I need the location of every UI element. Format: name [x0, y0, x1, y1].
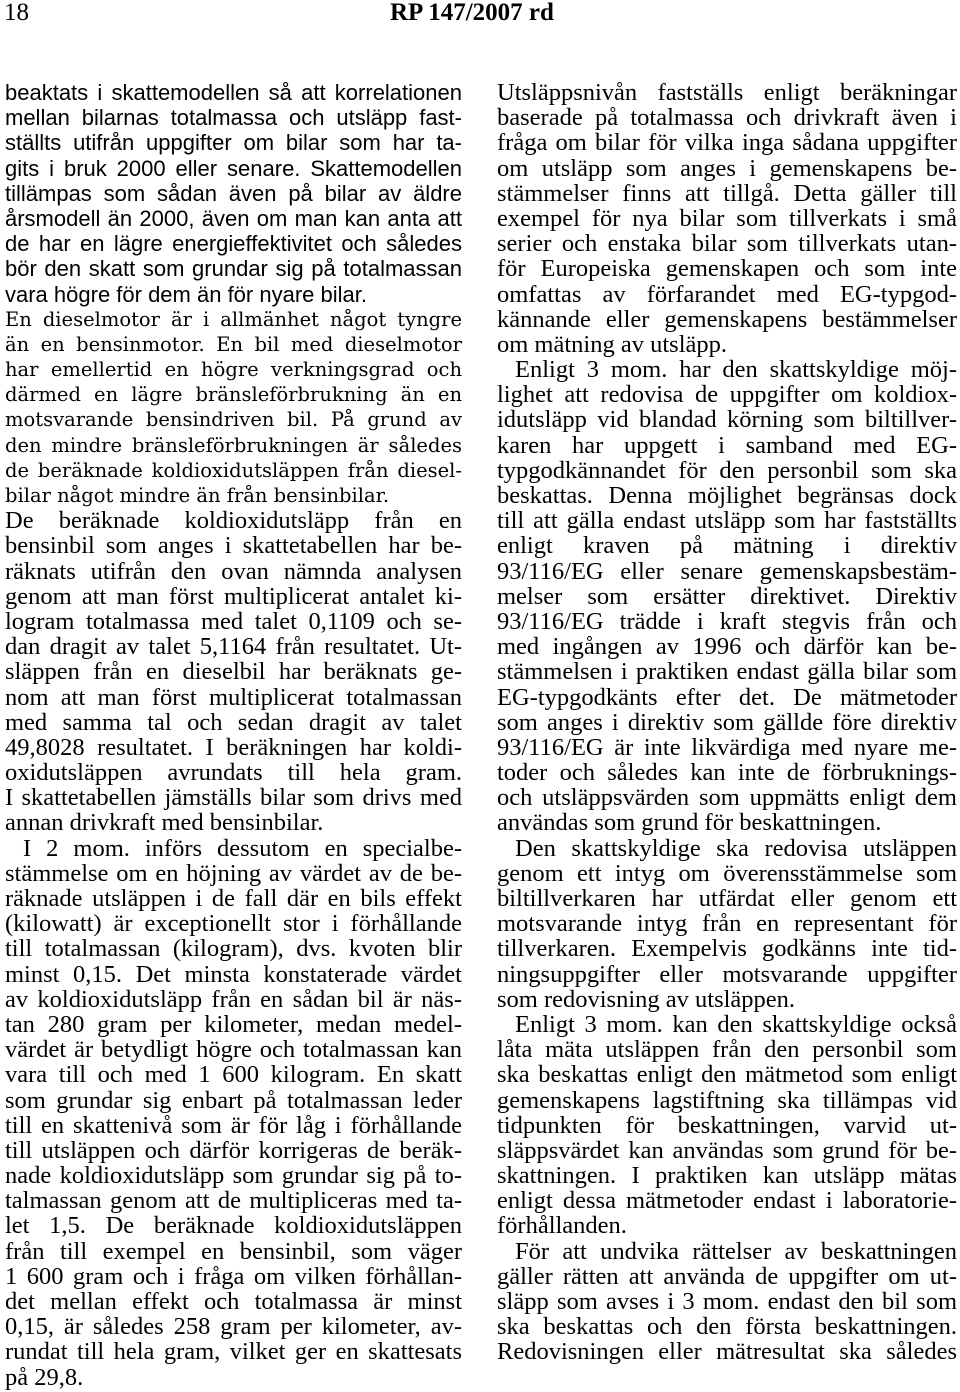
text-line: Enligt 3 mom. har den skattskyldige möj- — [515, 356, 957, 384]
text-line: idutsläpp vid blandad körning som biltillver- — [497, 406, 957, 434]
text-line: gits i bruk 2000 eller senare. Skattemodellen — [5, 155, 462, 181]
left-column — [5, 80, 462, 1390]
text-line: ställts utifrån uppgifter om bilar som har ta- — [5, 130, 462, 156]
text-line: än en bensinmotor. En bil med dieselmotor — [5, 332, 462, 356]
text-line: som anges i direktiv som gällde före direktiv — [497, 708, 957, 736]
text-line: kännande eller gemenskapens bestämmelser — [497, 305, 957, 333]
text-line: 0,15, är således 258 gram per kilometer, av- — [5, 1313, 462, 1341]
text-line: omfattas av förfarandet med EG-typgod- — [497, 280, 957, 308]
text-line: annan drivkraft med bensinbilar. — [5, 809, 324, 837]
page-number: 18 — [4, 0, 29, 26]
text-line: som grundar sig enbart på totalmassan leder — [5, 1086, 462, 1114]
text-line: logram totalmassa med talet 0,1109 och se- — [5, 607, 462, 635]
text-line: därmed en lägre bränsleförbrukning än en — [5, 383, 462, 407]
text-line: (kilowatt) är exceptionellt stor i förhållande — [5, 910, 462, 938]
text-line: den mindre bränsleförbrukningen är således — [5, 433, 462, 457]
text-line: Utsläppsnivån fastställs enligt beräkningar — [497, 79, 957, 106]
text-line: För att undvika rättelser av beskattningen — [515, 1237, 957, 1265]
text-line: räknats utifrån den ovan nämnda analysen — [5, 557, 462, 585]
text-line: om mätning av utsläpp. — [497, 330, 727, 358]
text-line: de beräknade koldioxidutsläppen från diesel- — [5, 458, 462, 482]
text-line: beskattas. Denna möjlighet begränsas dock — [497, 482, 957, 509]
text-line: motsvarande intyg från en representant för — [497, 910, 957, 938]
text-line: dan dragit av talet 5,1164 från resultatet. Ut- — [5, 633, 462, 661]
text-line: serier och enstaka bilar som tillverkats utan- — [497, 230, 957, 258]
text-line: bilar något mindre än från bensinbilar. — [5, 484, 390, 507]
text-line: fråga om bilar för vilka inga sådana uppgifter — [497, 129, 957, 157]
text-line: genom att man först multiplicerat antalet ki- — [5, 582, 462, 610]
text-line: I skattetabellen jämställs bilar som drivs med — [5, 784, 462, 812]
text-line: motsvarande bensindriven bil. På grund av — [5, 408, 462, 432]
text-line: baserade på totalmassa och drivkraft även i — [497, 104, 957, 132]
paragraph — [497, 80, 957, 357]
right-column — [497, 80, 957, 1365]
text-line: I 2 mom. införs dessutom en specialbe- — [23, 834, 462, 862]
text-line: let 1,5. De beräknade koldioxidutsläppen — [5, 1212, 462, 1240]
text-line: genom ett intyg om överensstämmelse som — [497, 859, 957, 887]
text-line: enligt kraven på mätning i direktiv — [497, 532, 957, 560]
text-line: förhållanden. — [497, 1212, 627, 1240]
text-line: om utsläpp som anges i gemenskapens be- — [497, 154, 957, 182]
text-line: ska beskattas och den första beskattningen. — [497, 1313, 957, 1341]
text-line: till att gälla endast utsläpp som har fastställts — [497, 507, 957, 535]
text-line: tan 280 gram per kilometer, medan medel- — [5, 1010, 462, 1038]
text-line: oxidutsläppen avrundats till hela gram. — [5, 759, 462, 787]
text-line: De beräknade koldioxidutsläpp från en — [5, 507, 462, 535]
text-line: från till exempel en bensinbil, som väger — [5, 1237, 462, 1265]
text-line: släppsvärdet kan användas som grund för be- — [497, 1136, 957, 1164]
text-line: av koldioxidutsläpp från en sådan bil är näs- — [5, 985, 462, 1013]
text-line: tillverkaren. Exempelvis godkänns inte tid- — [497, 935, 957, 963]
text-line: tidpunkten för beskattningen, varvid ut- — [497, 1111, 957, 1139]
text-line: har emellertid en högre verkningsgrad och — [5, 358, 462, 382]
text-line: nade koldioxidutsläpp som grundar sig på to- — [5, 1162, 462, 1190]
text-line: Den skattskyldige ska redovisa utsläppen — [515, 834, 957, 862]
text-line: värdet är betydligt högre och totalmassan kan — [5, 1036, 462, 1064]
text-line: det mellan effekt och totalmassa är minst — [5, 1288, 462, 1315]
text-line: 93/116/EG trädde i kraft stegvis från och — [497, 607, 957, 635]
text-line: användas som grund för beskattningen. — [497, 809, 882, 837]
text-line: med samma tal och sedan dragit av talet — [5, 708, 462, 736]
text-line: mellan bilarnas totalmassa och utsläpp fast- — [5, 105, 462, 131]
text-line: bör den skatt som grundar sig på totalmassan — [5, 256, 462, 282]
text-line: stämmelser finns att tillgå. Detta gäller till — [497, 179, 957, 207]
text-line: på 29,8. — [5, 1363, 84, 1391]
text-line: EG-typgodkänts efter det. De mätmetoder — [497, 683, 957, 711]
text-line: biltillverkaren har utfärdat eller genom ett — [497, 885, 957, 912]
text-line: årsmodell än 2000, även om man kan anta att — [5, 205, 462, 231]
text-line: 93/116/EG eller senare gemenskapsbestäm- — [497, 557, 957, 585]
text-line: bensinbil som anges i skattetabellen har be- — [5, 532, 462, 560]
text-line: talmassan genom att de multipliceras med ta- — [5, 1187, 462, 1215]
text-line: till en skattenivå som är för låg i förhållande — [5, 1111, 462, 1139]
paragraph — [497, 836, 957, 1012]
paragraph — [497, 357, 957, 836]
text-line: beaktats i skattemodellen så att korrelationen — [5, 80, 462, 105]
text-line: släpp som avses i 3 mom. endast den bil som — [497, 1288, 957, 1315]
text-line: räknade utsläppen i de fall där en bils effekt — [5, 885, 462, 912]
text-line: släppen från en dieselbil har beräknats ge- — [5, 658, 462, 686]
text-line: vara till och med 1 600 kilogram. En skatt — [5, 1061, 462, 1089]
text-line: exempel för nya bilar som tillverkats i små — [497, 204, 957, 232]
paragraph — [5, 508, 462, 835]
paragraph — [5, 80, 462, 307]
text-line: ska beskattas enligt den mätmetod som enligt — [497, 1061, 957, 1089]
text-line: vara högre för dem än för nyare bilar. — [5, 281, 367, 307]
text-line: nom att man först multiplicerat totalmassan — [5, 683, 462, 711]
text-line: lighet att redovisa de uppgifter om koldiox- — [497, 381, 957, 409]
text-line: rundat till hela gram, vilket ger en skattesats — [5, 1338, 462, 1366]
paragraph — [497, 1012, 957, 1239]
text-line: ningsuppgifter eller motsvarande uppgifter — [497, 960, 957, 988]
text-line: stämmelsen i praktiken endast gälla bilar som — [497, 658, 957, 686]
text-line: typgodkännandet för den personbil som ska — [497, 456, 957, 484]
text-line: gäller rätten att använda de uppgifter om ut- — [497, 1262, 957, 1290]
text-line: som redovisning av utsläppen. — [497, 985, 796, 1013]
text-line: Redovisningen eller mätresultat ska således — [497, 1338, 957, 1366]
text-line: de har en lägre energieffektivitet och således — [5, 231, 462, 257]
text-line: 49,8028 resultatet. I beräkningen har koldi- — [5, 733, 462, 761]
text-line: karen har uppgett i samband med EG- — [497, 431, 957, 459]
text-line: och utsläppsvärden som uppmätts enligt dem — [497, 784, 957, 812]
text-line: En dieselmotor är i allmänhet något tyngre — [5, 307, 462, 331]
text-line: stämmelse om en höjning av värdet av de be- — [5, 859, 462, 887]
text-line: gemenskapens lagstiftning ska tillämpas vid — [497, 1086, 957, 1114]
text-line: till utsläppen och därför korrigeras de beräk- — [5, 1136, 462, 1164]
text-line: 93/116/EG är inte likvärdiga med nyare me- — [497, 733, 957, 761]
text-line: för Europeiska gemenskapen och som inte — [497, 255, 957, 283]
text-line: 1 600 gram och i fråga om vilken förhållan- — [5, 1262, 462, 1290]
text-line: till totalmassan (kilogram), dvs. kvoten blir — [5, 935, 462, 963]
text-line: låta mäta utsläppen från den personbil som — [497, 1036, 957, 1064]
text-line: melser som ersätter direktivet. Direktiv — [497, 582, 957, 610]
text-line: minst 0,15. Det minsta konstaterade värdet — [5, 960, 462, 988]
paragraph — [497, 1239, 957, 1365]
text-line: Enligt 3 mom. kan den skattskyldige också — [515, 1010, 957, 1038]
text-line: enligt dessa mätmetoder endast i laboratorie- — [497, 1187, 957, 1215]
text-line: skattningen. I praktiken kan utsläpp mätas — [497, 1162, 957, 1190]
paragraph — [5, 307, 462, 509]
text-line: med ingången av 1996 och därför kan be- — [497, 633, 957, 661]
document-id: RP 147/2007 rd — [390, 0, 554, 26]
text-line: toder och således kan inte de förbruknings- — [497, 759, 957, 787]
paragraph — [5, 836, 462, 1390]
text-line: tillämpas som sådan även på bilar av äldre — [5, 180, 462, 206]
